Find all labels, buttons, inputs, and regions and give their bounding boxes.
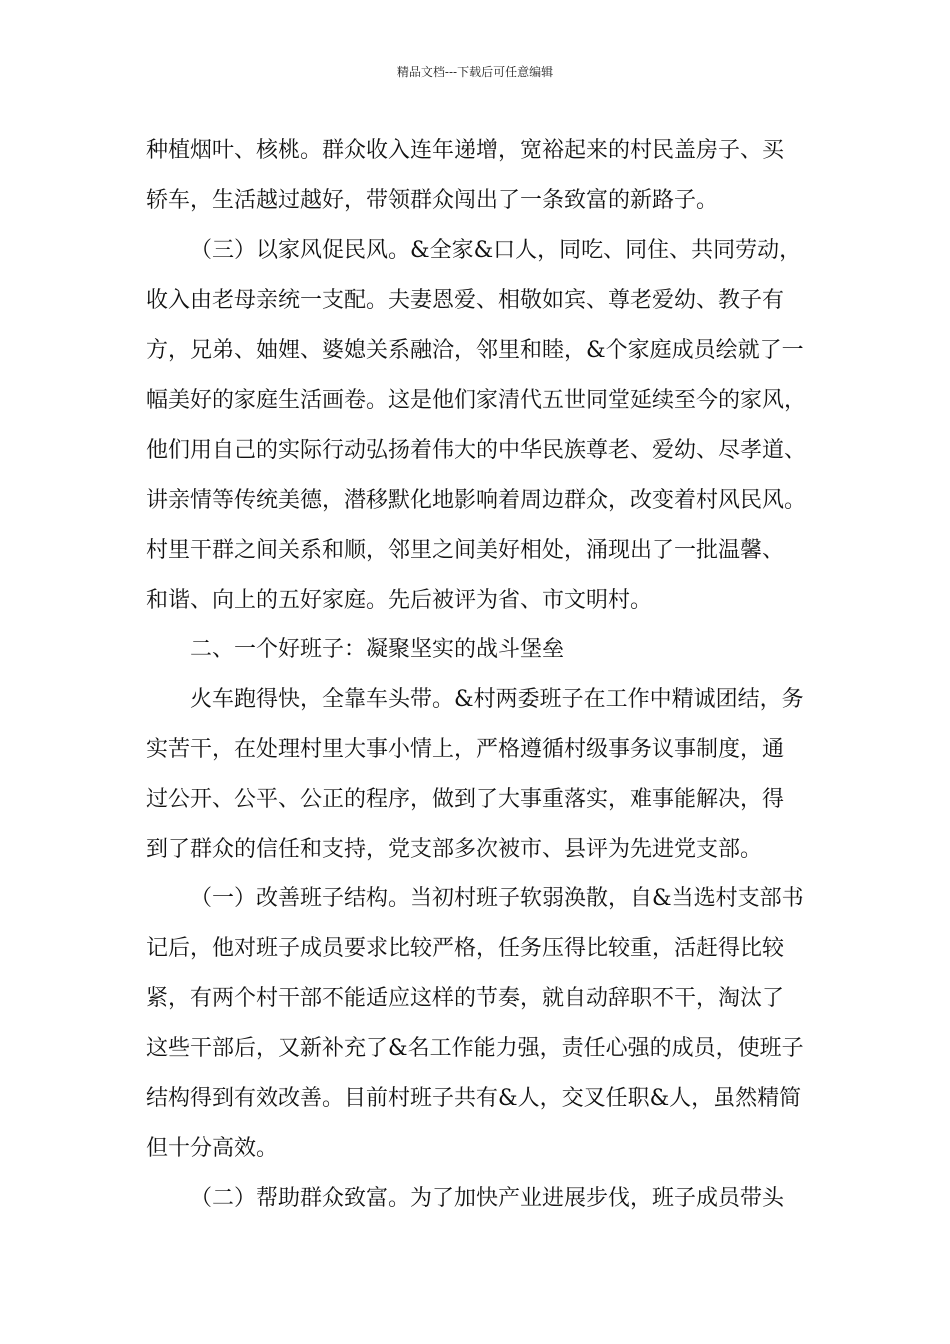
text-line: 收入由老母亲统一支配。夫妻恩爱、相敬如宾、尊老爱幼、教子有 <box>146 288 785 313</box>
text-line: 到了群众的信任和支持，党支部多次被市、县评为先进党支部。 <box>146 837 763 862</box>
text-line: 种植烟叶、核桃。群众收入连年递增，宽裕起来的村民盖房子、买 <box>146 138 785 163</box>
text-line: 方，兄弟、妯娌、婆媳关系融洽，邻里和睦，&个家庭成员绘就了一 <box>146 338 804 363</box>
text-line: 实苦干，在处理村里大事小情上，严格遵循村级事务议事制度，通 <box>146 737 785 762</box>
text-line: 他们用自己的实际行动弘扬着伟大的中华民族尊老、爱幼、尽孝道、 <box>146 438 807 463</box>
text-line: 幅美好的家庭生活画卷。这是他们家清代五世同堂延续至今的家风， <box>146 388 807 413</box>
text-line: 和谐、向上的五好家庭。先后被评为省、市文明村。 <box>146 588 653 613</box>
text-line: 这些干部后，又新补充了&名工作能力强，责任心强的成员，使班子 <box>146 1036 804 1061</box>
text-line: 过公开、公平、公正的程序，做到了大事重落实，难事能解决，得 <box>146 787 785 812</box>
text-line: 火车跑得快，全靠车头带。&村两委班子在工作中精诚团结，务 <box>190 687 804 712</box>
text-line: （三）以家风促民风。&全家&口人，同吃、同住、共同劳动， <box>190 238 802 263</box>
text-line: 但十分高效。 <box>146 1136 279 1161</box>
text-line: 村里干群之间关系和顺，邻里之间美好相处，涌现出了一批温馨、 <box>146 538 785 563</box>
section-heading: 二、一个好班子：凝聚坚实的战斗堡垒 <box>190 637 565 662</box>
text-line: 结构得到有效改善。目前村班子共有&人，交叉任职&人，虽然精简 <box>146 1086 802 1111</box>
text-line: （二）帮助群众致富。为了加快产业进展步伐，班子成员带头 <box>190 1186 785 1211</box>
text-line: 记后，他对班子成员要求比较严格，任务压得比较重，活赶得比较 <box>146 936 785 961</box>
text-line: 讲亲情等传统美德，潜移默化地影响着周边群众，改变着村风民风。 <box>146 488 807 513</box>
text-line: 轿车，生活越过越好，带领群众闯出了一条致富的新路子。 <box>146 188 719 213</box>
text-line: 紧，有两个村干部不能适应这样的节奏，就自动辞职不干，淘汰了 <box>146 986 785 1011</box>
page-header: 精品文档---下载后可任意编辑 <box>396 65 554 79</box>
text-line: （一）改善班子结构。当初村班子软弱涣散，自&当选村支部书 <box>190 886 804 911</box>
